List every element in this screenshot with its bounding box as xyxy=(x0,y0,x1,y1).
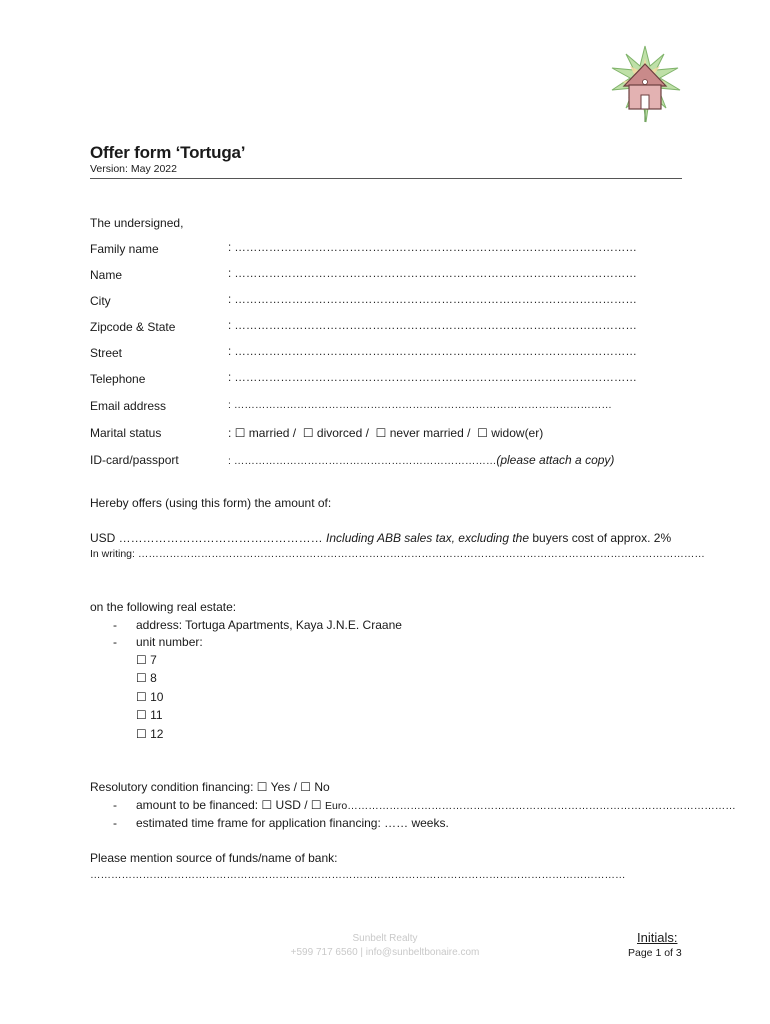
field-label-email: Email address xyxy=(90,399,167,413)
offer-intro-text: Hereby offers (using this form) the amount of: xyxy=(90,496,332,510)
unit-option-7[interactable] xyxy=(136,653,157,667)
real-estate-intro: on the following real estate: xyxy=(90,600,237,614)
house-star-logo-icon xyxy=(606,44,684,124)
amount-financed-row xyxy=(136,798,736,812)
financing-label: Resolutory condition financing: xyxy=(90,780,254,794)
real-estate-address: address: Tortuga Apartments, Kaya J.N.E. Craane xyxy=(136,618,402,632)
source-of-funds-field[interactable]: ……………………………………………………………………………………………………………………………………… xyxy=(90,869,626,881)
checkbox-widower[interactable]: ☐ xyxy=(477,426,488,440)
usd-rest-text: buyers cost of approx. 2% xyxy=(532,531,672,545)
unit-option-10[interactable] xyxy=(136,690,163,704)
field-label-street: Street xyxy=(90,346,123,360)
marital-status-label: Marital status xyxy=(90,426,162,440)
amount-financed-label: amount to be financed: xyxy=(136,798,259,812)
id-card-row xyxy=(228,453,614,467)
option-widower: widow(er) xyxy=(491,426,544,440)
id-card-field[interactable]: : ………………………………………………………………… xyxy=(228,455,497,467)
amount-dash: - xyxy=(113,798,117,812)
unit-number-label: unit number: xyxy=(136,635,203,649)
financing-yes-label: Yes / xyxy=(270,780,297,794)
option-never-married: never married / xyxy=(389,426,471,440)
option-divorced: divorced / xyxy=(316,426,369,440)
unit-8-label: 8 xyxy=(150,671,157,685)
field-name[interactable]: : …………………………………………………………………………………………… xyxy=(228,268,637,280)
id-card-note: (please attach a copy) xyxy=(496,453,615,467)
initials-label: Initials: xyxy=(637,930,678,945)
currency-euro-field[interactable]: Euro………………………………………………………………………………………………… xyxy=(325,800,736,812)
checkbox-divorced[interactable]: ☐ xyxy=(302,426,314,440)
checkbox-never-married[interactable]: ☐ xyxy=(375,426,387,440)
checkbox-currency-euro[interactable]: ☐ xyxy=(310,798,322,812)
id-card-label: ID-card/passport xyxy=(90,453,179,467)
unit-7-label: 7 xyxy=(150,653,157,667)
financing-row xyxy=(90,780,330,794)
marital-colon: : xyxy=(228,426,232,440)
field-family-name[interactable]: : …………………………………………………………………………………………… xyxy=(228,242,637,254)
usd-row xyxy=(90,531,671,545)
page-title: Offer form ‘Tortuga’ xyxy=(90,143,246,162)
currency-usd-label: USD / xyxy=(275,798,308,812)
checkbox-financing-yes[interactable]: ☐ xyxy=(256,780,268,794)
checkbox-financing-no[interactable]: ☐ xyxy=(300,780,312,794)
usd-amount-field[interactable]: USD …………………………………………… xyxy=(90,531,323,545)
checkbox-unit-12[interactable]: ☐ xyxy=(136,727,147,741)
unit-option-8[interactable] xyxy=(136,671,157,685)
timeframe-field[interactable]: estimated time frame for application financing: …… weeks. xyxy=(136,816,449,830)
field-city[interactable]: : …………………………………………………………………………………………… xyxy=(228,294,637,306)
field-label-zipcode: Zipcode & State xyxy=(90,320,176,334)
financing-no-label: No xyxy=(314,780,330,794)
header-divider xyxy=(90,178,682,179)
unit-option-12[interactable] xyxy=(136,727,163,741)
unit-12-label: 12 xyxy=(150,727,164,741)
field-zipcode[interactable]: : …………………………………………………………………………………………… xyxy=(228,320,637,332)
field-label-telephone: Telephone xyxy=(90,372,146,386)
usd-italic-text: Including ABB sales tax, excluding the xyxy=(326,531,530,545)
field-street[interactable]: : …………………………………………………………………………………………… xyxy=(228,346,637,358)
version-text: Version: May 2022 xyxy=(90,163,177,175)
field-label-city: City xyxy=(90,294,111,308)
field-label-family-name: Family name xyxy=(90,242,159,256)
unit-11-label: 11 xyxy=(150,708,163,722)
page-number: Page 1 of 3 xyxy=(628,947,682,959)
checkbox-currency-usd[interactable]: ☐ xyxy=(261,798,273,812)
address-dash: - xyxy=(113,618,117,632)
footer-contact: +599 717 6560 | info@sunbeltbonaire.com xyxy=(290,947,480,958)
checkbox-unit-8[interactable]: ☐ xyxy=(136,671,147,685)
field-label-name: Name xyxy=(90,268,123,282)
marital-status-options xyxy=(228,426,543,440)
source-of-funds-label: Please mention source of funds/name of bank: xyxy=(90,851,338,865)
checkbox-unit-10[interactable]: ☐ xyxy=(136,690,147,704)
footer-company: Sunbelt Realty xyxy=(352,933,418,944)
unit-dash: - xyxy=(113,635,117,649)
checkbox-married[interactable]: ☐ xyxy=(234,426,246,440)
in-writing-field[interactable]: In writing: ……………………………………………………………………………………………………………………………………………… xyxy=(90,548,705,560)
unit-option-11[interactable] xyxy=(136,708,163,722)
option-married: married / xyxy=(248,426,297,440)
timeframe-dash: - xyxy=(113,816,117,830)
field-email[interactable]: : ……………………………………………………………………………………………… xyxy=(228,399,612,411)
unit-10-label: 10 xyxy=(150,690,164,704)
checkbox-unit-11[interactable]: ☐ xyxy=(136,708,147,722)
field-telephone[interactable]: : …………………………………………………………………………………………… xyxy=(228,372,637,384)
intro-text: The undersigned, xyxy=(90,216,184,230)
checkbox-unit-7[interactable]: ☐ xyxy=(136,653,147,667)
